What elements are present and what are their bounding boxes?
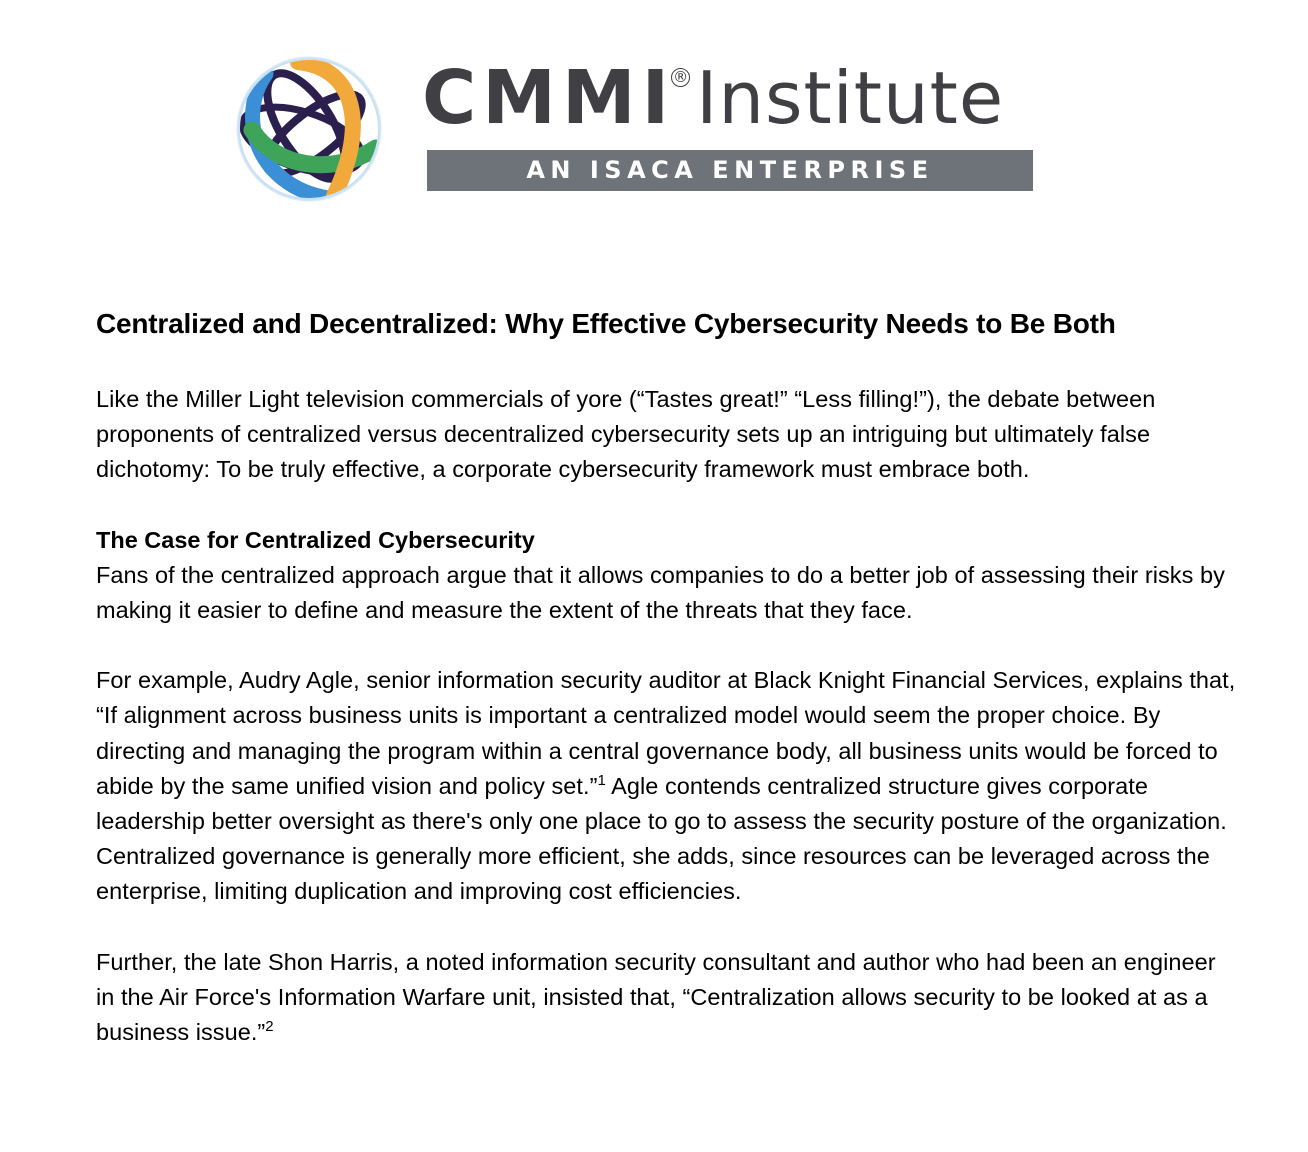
logo-tagline: AN ISACA ENTERPRISE [427,150,1033,191]
section-heading: The Case for Centralized Cybersecurity [96,526,535,553]
body-paragraph-2-part-b: Agle contends centralized structure gives corporate leadership better oversight as there's only one place to go to assess the security posture of the organization. Centralized governance is generally more efficient, she adds, since resources can be leveraged across the enterprise, limiting duplication and improving cost efficiencies. [96,772,1227,905]
body-paragraph-3-text: Further, the late Shon Harris, a noted information security consultant and author who had been an engineer in the Air Force's Information Warfare unit, insisted that, “Centralization allows security to be looked at as a business issue.” [96,948,1216,1046]
body-paragraph-3 [96,945,1236,1051]
document-header [0,0,1308,220]
body-paragraph-2-part-a: For example, Audry Agle, senior information security auditor at Black Knight Financial Services, explains that, “If alignment across business units is important a centralized model would seem the proper choice. By directing and managing the program within a central governance body, all business units would be forced to abide by the same unified vision and policy set.” [96,667,1236,799]
logo-wordmark [422,55,1005,141]
footnote-ref-1[interactable]: 1 [597,771,606,789]
intro-paragraph: Like the Miller Light television commercials of yore (“Tastes great!” “Less filling!”), the debate between proponents of centralized versus decentralized cybersecurity sets up an intriguing but ultimately false dichotomy: To be truly effective, a corporate cybersecurity framework must embrace both. [96,386,1156,483]
article-title: Centralized and Decentralized: Why Effective Cybersecurity Needs to Be Both [96,308,1116,339]
footnote-ref-2[interactable]: 2 [265,1018,274,1036]
logo-brand: CMMI [422,55,676,141]
globe-icon [236,56,382,202]
body-paragraph-2 [96,663,1236,909]
article-body [96,300,1236,1050]
registered-mark: ® [673,68,689,86]
logo-product: Institute [696,56,1005,140]
body-paragraph-1: Fans of the centralized approach argue that it allows companies to do a better job of assessing their risks by making it easier to define and measure the extent of the threats that they face. [96,561,1225,624]
